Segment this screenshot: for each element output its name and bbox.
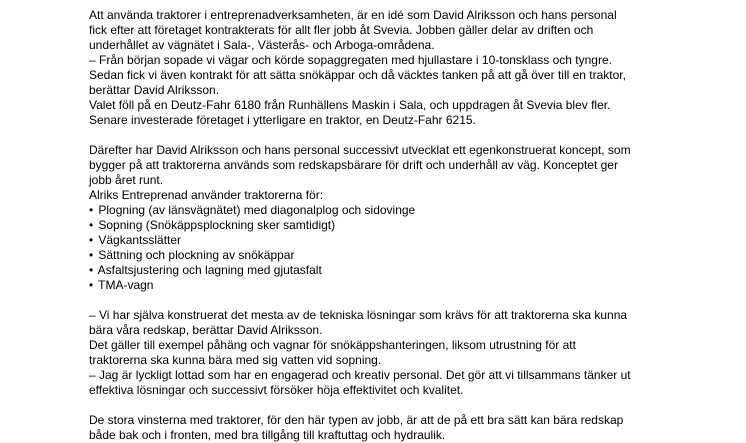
text-line: – Jag är lyckligt lottad som har en engagerad och kreativ personal. Det gör att vi tillsammans tänker ut: [89, 368, 631, 382]
bullet-marker: •: [89, 263, 94, 277]
text-line: Sedan fick vi även kontrakt för att sätta snökäppar och då väcktes tanken på att gå över till en traktor,: [89, 68, 626, 82]
paragraph-benefits: [89, 413, 689, 443]
text-line: berättar David Alriksson.: [89, 83, 220, 97]
document-body: [89, 8, 689, 443]
paragraph-intro: [89, 8, 689, 128]
text-line: bära våra redskap, berättar David Alriksson.: [89, 323, 323, 337]
text-line: Därefter har David Alriksson och hans personal successivt utvecklat ett egenkonstruerat koncept, som: [89, 143, 631, 157]
text-line: effektiva lösningar och successivt försöker höja effektivitet och kvalitet.: [89, 383, 464, 397]
text-line: – Vi har själva konstruerat det mesta av de tekniska lösningar som krävs för att traktorerna ska kunna: [89, 308, 628, 322]
list-item: [89, 233, 689, 248]
text-line: traktorerna ska kunna bära med sig vatten vid sopning.: [89, 353, 382, 367]
bullet-marker: •: [89, 218, 94, 232]
text-line: Alriks Entreprenad använder traktorerna för:: [89, 188, 324, 202]
list-item-text: Plogning (av länsvägnätet) med diagonalplog och sidovinge: [98, 203, 416, 217]
task-bullet-list: [89, 203, 689, 293]
bullet-marker: •: [89, 248, 94, 262]
list-item: [89, 263, 689, 278]
text-line: bygger på att traktorerna används som redskapsbärare för drift och underhåll av väg. Konceptet ger: [89, 158, 618, 172]
list-item: [89, 248, 689, 263]
list-item-text: TMA-vagn: [98, 278, 154, 292]
paragraph-gap: [89, 128, 689, 143]
text-line: Det gäller till exempel påhäng och vagnar för snökäppshanteringen, liksom utrustning för att: [89, 338, 576, 352]
paragraph-gap: [89, 293, 689, 308]
paragraph-concept: [89, 143, 689, 203]
list-item-text: Asfaltsjustering och lagning med gjutasfalt: [97, 263, 322, 277]
bullet-marker: •: [89, 233, 94, 247]
list-item: [89, 203, 689, 218]
bullet-marker: •: [89, 203, 94, 217]
paragraph-gap: [89, 398, 689, 413]
text-line: De stora vinsterna med traktorer, för den här typen av jobb, är att de på ett bra sätt kan bära redskap: [89, 413, 624, 427]
text-line: både bak och i fronten, med bra tillgång till kraftuttag och hydraulik.: [89, 428, 446, 442]
bullet-marker: •: [89, 278, 94, 292]
list-item-text: Sättning och plockning av snökäppar: [98, 248, 295, 262]
paragraph-quotes: [89, 308, 689, 398]
text-line: Att använda traktorer i entreprenadverksamheten, är en idé som David Alriksson och hans personal: [89, 8, 617, 22]
list-item: [89, 278, 689, 293]
list-item: [89, 218, 689, 233]
text-line: fick efter att företaget kontrakterats för allt fler jobb åt Svevia. Jobben gäller delar av driften och: [89, 23, 594, 37]
text-line: – Från början sopade vi vägar och körde sopaggregaten med hjullastare i 10-tonsklass och tyngre.: [89, 53, 612, 67]
text-line: underhållet av vägnätet i Sala-, Västerås- och Arboga-områdena.: [89, 38, 435, 52]
list-item-text: Vägkantsslätter: [98, 233, 182, 247]
text-line: jobb året runt.: [89, 173, 164, 187]
text-line: Valet föll på en Deutz-Fahr 6180 från Runhällens Maskin i Sala, och uppdragen åt Svevia blev fler.: [89, 98, 611, 112]
list-item-text: Sopning (Snökäppsplockning sker samtidigt): [98, 218, 336, 232]
text-line: Senare investerade företaget i ytterligare en traktor, en Deutz-Fahr 6215.: [89, 113, 476, 127]
